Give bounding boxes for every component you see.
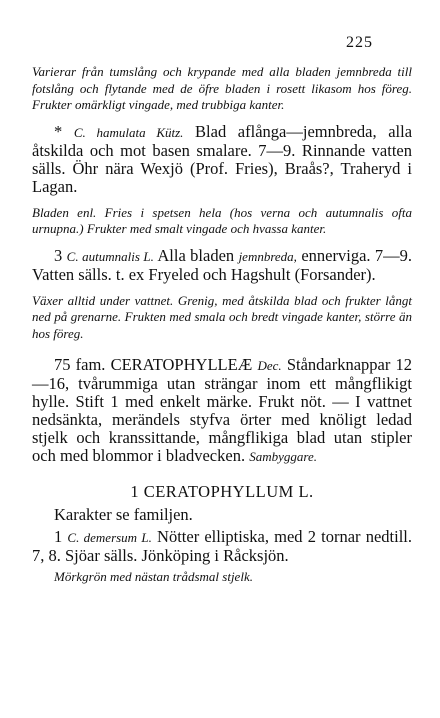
autumnalis-note [32, 293, 412, 343]
demersum-entry [32, 528, 412, 565]
demersum-number: 1 [54, 527, 63, 546]
hamulata-note-text: Bladen enl. Fries i spetsen hela (hos verna och autumnalis ofta urnupna.) Frukter med smalt vingade och hvassa kanter. [32, 204, 412, 236]
autumnalis-italic-word: jemnbreda, [238, 248, 297, 264]
hamulata-note [32, 205, 412, 238]
family-entry [32, 356, 412, 466]
hamulata-mark: * [54, 121, 63, 141]
demersum-note [32, 569, 412, 586]
autumnalis-note-text: Växer alltid under vattnet. Grenig, med åtskilda blad och frukter långt ned på grenarne. Frukten med smala och bredt vingade kanter, större än hos föreg. [32, 292, 412, 341]
page-content [32, 64, 412, 595]
autumnalis-species: C. autumnalis L. [66, 248, 154, 264]
hamulata-species: C. hamulata Kütz. [73, 124, 184, 140]
page-number: 225 [346, 34, 373, 51]
family-name: CERATOPHYLLEÆ [110, 355, 253, 374]
hamulata-entry [32, 123, 412, 196]
genus-character [32, 506, 412, 524]
genus-heading: 1 CERATOPHYLLUM L. [130, 482, 314, 501]
autumnalis-lead: Alla bladen [157, 245, 235, 265]
autumnalis-number: 3 [54, 245, 63, 265]
demersum-text: Nötter elliptiska, med 2 tornar nedtill. 7, 8. Sjöar sälls. Jönköping i Råcksjön. [32, 527, 412, 565]
genus-character-text: Karakter se familjen. [54, 505, 193, 524]
varierar-text: Varierar från tumslång och krypande med alla bladen jemnbreda till fotslång och flytande med de öfre bladen i rosett likasom hos föreg. Frukter omärkligt vingade, med trubbiga kanter. [32, 64, 412, 112]
demersum-note-text: Mörkgrön med nästan trådsmal stjelk. [54, 569, 253, 584]
varierar-description [32, 64, 412, 114]
demersum-species: C. demersum L. [67, 530, 152, 545]
family-tag: Sambyggare. [249, 449, 317, 464]
family-text: Ståndarknappar 12—16, tvårummiga utan strängar inom ett mångflikigt hylle. Stift 1 med enkelt märke. Frukt nöt. — I vattnet nedsänkta, merändels styfva örter med knöligt ledad stjelk och kranssittande, mångflikiga blad utan stipler och med blommor i bladvecken. [32, 355, 413, 465]
autumnalis-entry [32, 247, 412, 284]
hamulata-text: Blad aflånga—jemnbreda, alla åtskilda och mot basen smalare. 7—9. Rinnande vatten sälls. Öhr nära Wexjö (Prof. Fries), Braås?, Traheryd i Lagan. [32, 121, 413, 196]
autumnalis-text: ennerviga. 7—9. Vatten sälls. t. ex Fryeled och Hagshult (Forsander). [32, 245, 413, 284]
family-number: 75 fam. [54, 355, 106, 374]
family-author: Dec. [257, 358, 282, 373]
